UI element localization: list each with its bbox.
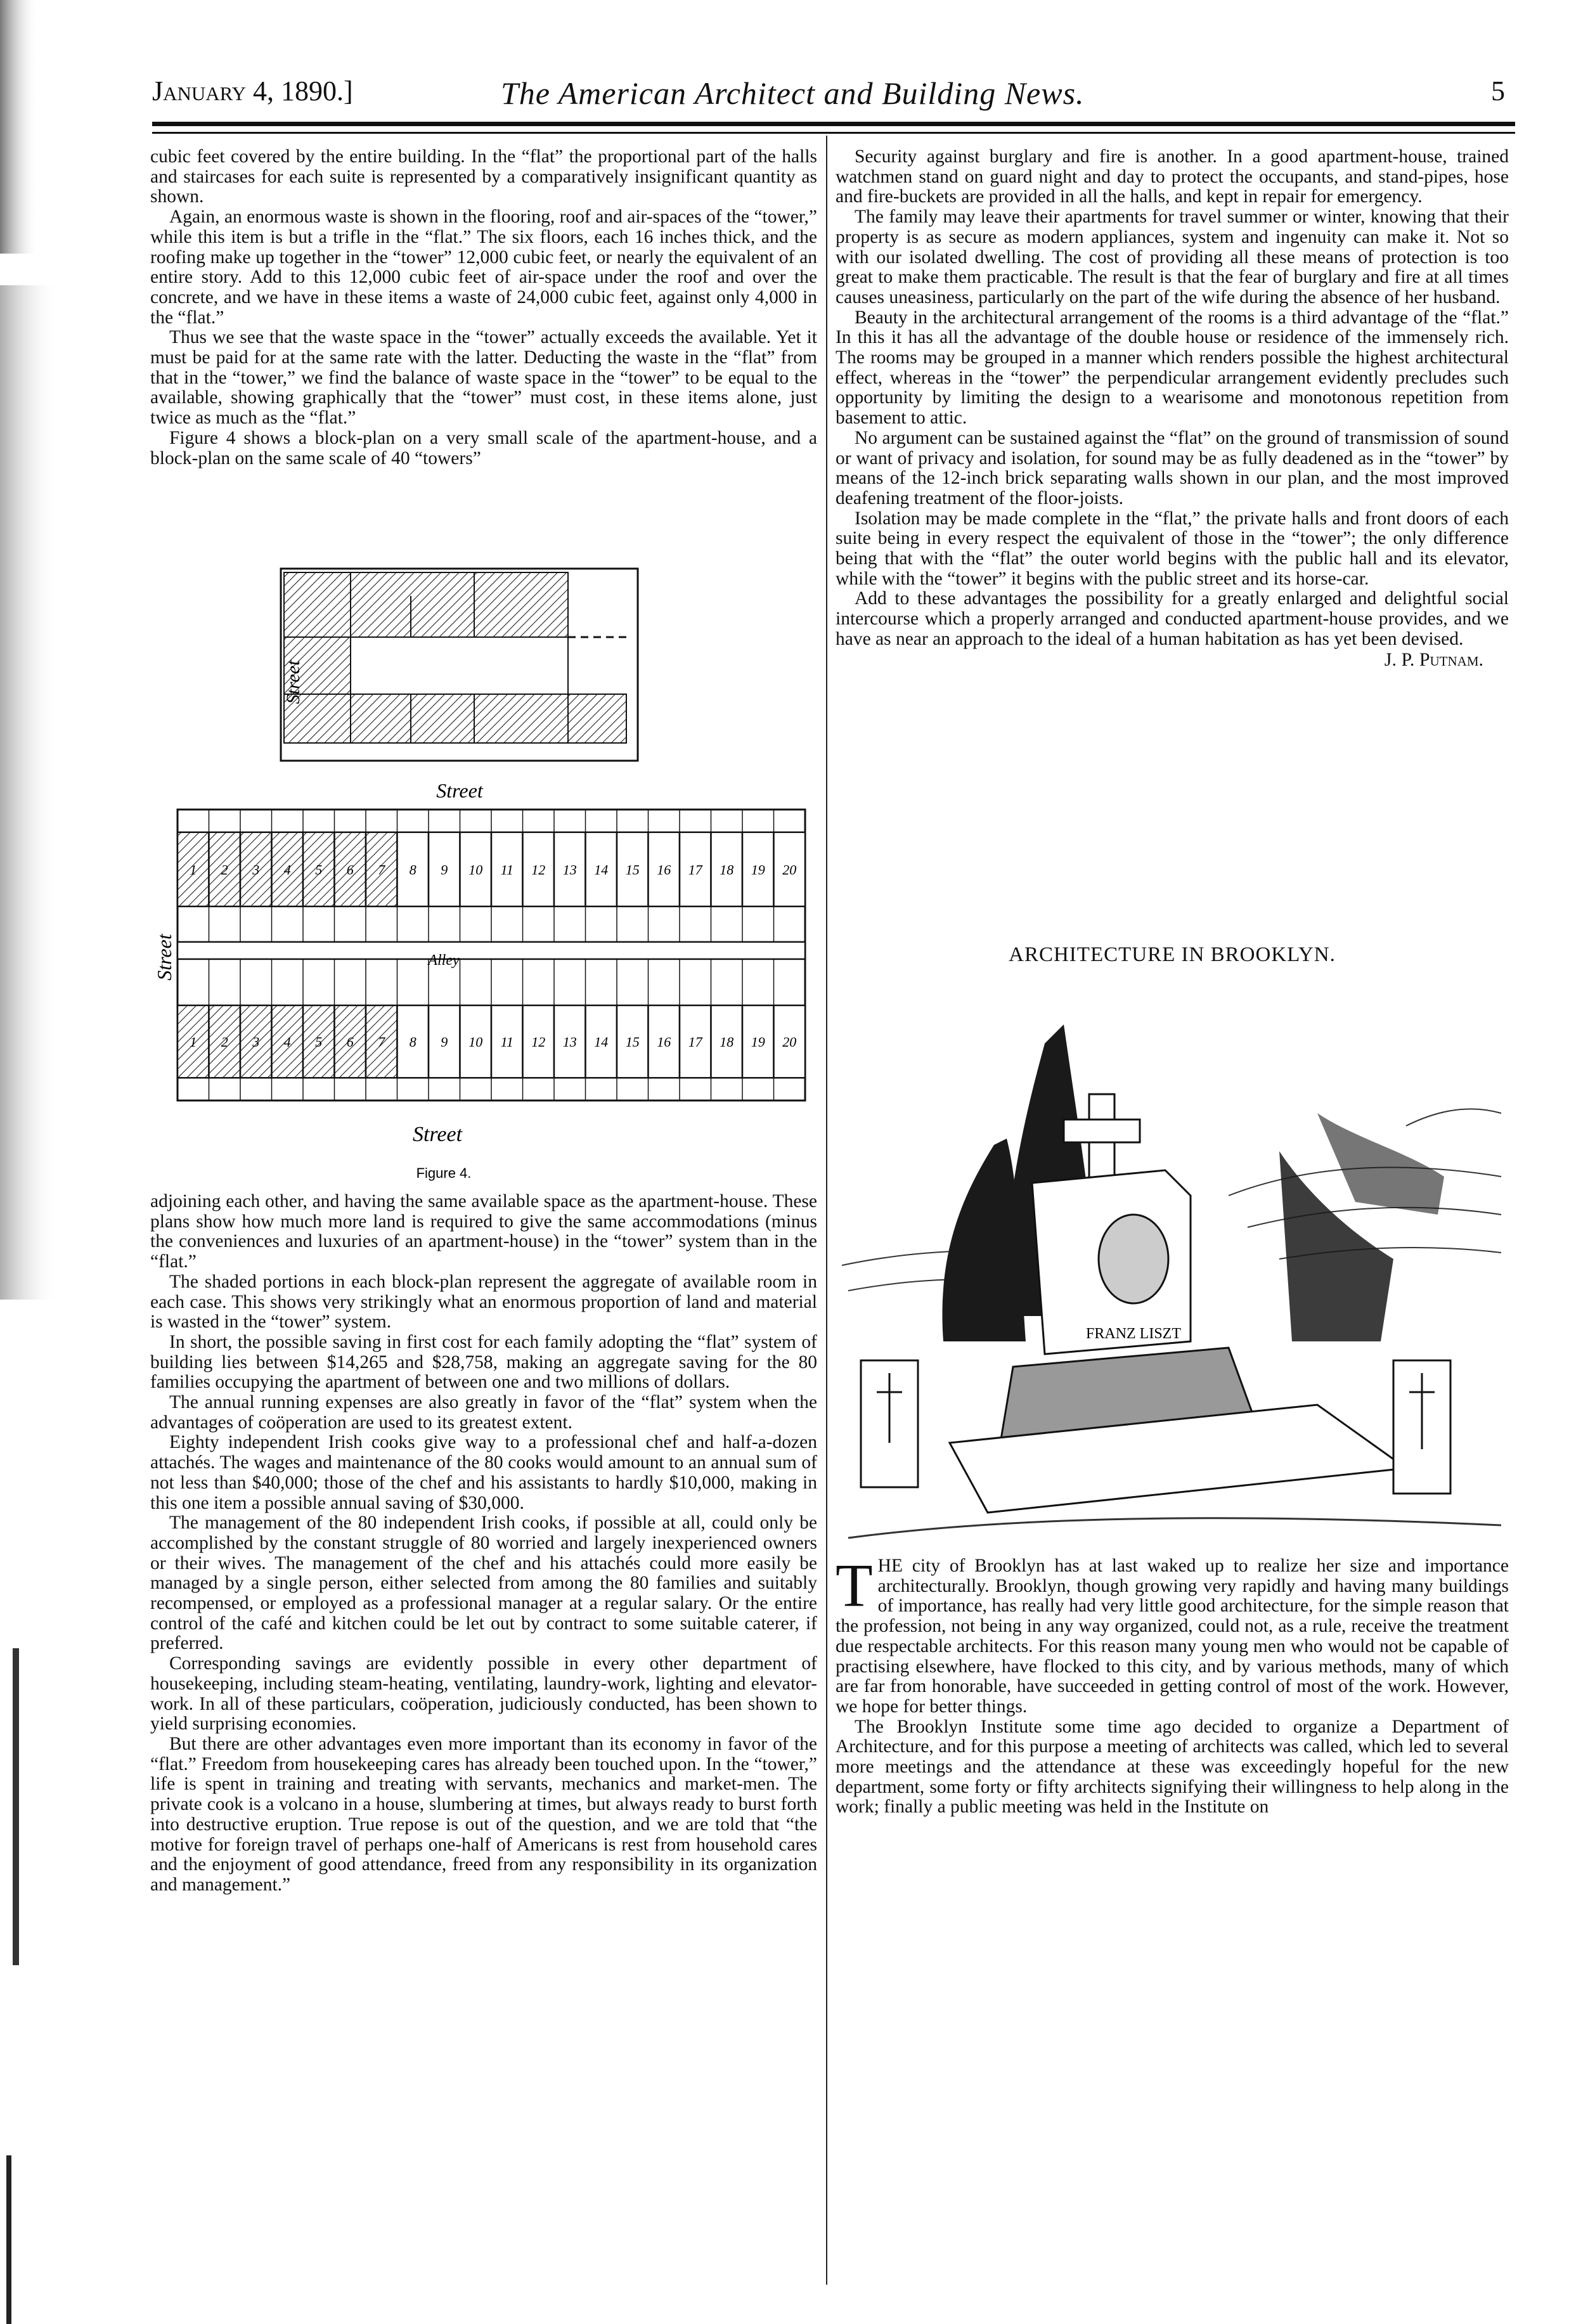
lot-number: 4 <box>283 862 291 878</box>
publication-title: The American Architect and Building News. <box>501 75 1085 111</box>
figure-4-block-plans <box>150 558 817 1192</box>
lot-number: 17 <box>688 862 702 878</box>
paragraph: adjoining each other, and having the same available space as the apartment-house. These plans show how much more land is required to give the same accommodations (minus the conveniences and luxuries of an apartment-house) in the “tower” system than in the “flat.” <box>150 1191 817 1272</box>
lot-number: 3 <box>252 1034 260 1050</box>
lot-number: 20 <box>782 862 797 878</box>
paragraph: In short, the possible saving in first cost for each family adopting the “flat” system of building lies between $14,265 and $28,758, making an aggregate saving for the 80 families occupying the apartment of between one and two millions of dollars. <box>150 1331 817 1393</box>
paragraph: Eighty independent Irish cooks give way to a professional chef and half-a-dozen attachés. The wages and maintenance of the 80 cooks would amount to an annual sum of not less than $40,000; those of the chef and his assistants to hardly $10,000, making in this one item a possible annual saving of $30,000. <box>150 1432 817 1513</box>
street-label-left-top: Street <box>283 660 304 704</box>
paragraph: The annual running expenses are also greatly in favor of the “flat” system when the advantages of coöperation are used to its greatest extent. <box>150 1392 817 1433</box>
lot-number: 12 <box>531 1034 546 1050</box>
lot-number: 13 <box>562 862 577 878</box>
lot-number: 18 <box>720 1034 734 1050</box>
section-heading: ARCHITECTURE IN BROOKLYN. <box>1009 943 1336 966</box>
lot-number: 9 <box>441 1034 448 1050</box>
lot-number: 14 <box>594 862 609 878</box>
lot-number: 3 <box>252 862 260 878</box>
paragraph: Figure 4 shows a block-plan on a very small scale of the apartment-house, and a block-plan on the same scale of 40 “towers” <box>150 427 817 468</box>
lot-number: 19 <box>751 1034 765 1050</box>
monument-inscription: FRANZ LISZT <box>1086 1326 1181 1342</box>
lot-number: 2 <box>221 862 228 878</box>
paragraph: Security against burglary and fire is another. In a good apartment-house, trained watchmen stand on guard night and day to protect the occupants, and stand-pipes, hose and fire-buckets are provided in all the halls, and kept in repair for emergency. <box>836 146 1509 207</box>
lot-number: 16 <box>657 1034 671 1050</box>
paragraph: The family may leave their apartments for travel summer or winter, knowing that their property is as secure as modern appliances, system and ingenuity can make it. Not so with our isolated dwelling. The cost of providing all these means of protection is too great to make them practicable. The result is that the fear of burglary and fire at all times causes uneasiness, particularly on the part of the wife during the absence of her husband. <box>836 207 1509 307</box>
paragraph: Corresponding savings are evidently possible in every other department of housekeeping, including steam-heating, ventilating, laundry-work, lighting and elevator-work. In all of these particulars, coöperation, judiciously conducted, has been shown to yield surprising economies. <box>150 1653 817 1734</box>
lot-number: 2 <box>221 1034 228 1050</box>
lot-number: 15 <box>625 862 640 878</box>
lot-number: 7 <box>378 862 385 878</box>
paragraph: The Brooklyn Institute some time ago decided to organize a Department of Architecture, and for this purpose a meeting of architects was called, which led to several more meetings and the attendance at these was exceedingly hopeful for the new department, some forty or fifty architects signifying their willingness to help along in the work; finally a public meeting was held in the Institute on <box>836 1716 1509 1817</box>
towers-block-plan <box>178 810 805 1101</box>
paragraph: THE city of Brooklyn has at last waked up to realize her size and importance architecturally. Brooklyn, though growing very rapidly and having many buildings of importance, has really had very little good architecture, for the simple reason that the profession, not being in any way organized, could not, as a rule, receive the treatment due respectable architects. For this reason many young men who would not be capable of practising elsewhere, have flocked to this city, and by various methods, many of which are far from honorable, have succeeded in getting control of most of the work. However, we hope for better things. <box>836 1551 1509 1717</box>
paragraph: The management of the 80 independent Irish cooks, if possible at all, could only be accomplished by the constant struggle of 80 worried and largely inexperienced owners or their wives. The management of the chef and his attachés could more easily be managed by a single person, either selected from among the 80 families and suitably recompensed, or employed as a professional manager at a regular salary. Or the entire control of the café and kitchen could be let out by contract to some suitable caterer, if preferred. <box>150 1513 817 1654</box>
author-signature: J. P. Putnam. <box>1384 649 1483 670</box>
street-label-bottom: Street <box>412 1123 463 1146</box>
paragraph: Add to these advantages the possibility for a greatly enlarged and delightful social intercourse which a properly arranged and conducted apartment-house provides, and we have as near an approach to the ideal of a human habitation as has yet been devised. <box>836 588 1509 649</box>
paragraph: Again, an enormous waste is shown in the flooring, roof and air-spaces of the “tower,” while this item is but a trifle in the “flat.” The six floors, each 16 inches thick, and the roofing make up together in the “tower” 12,000 cubic feet, or nearly the equivalent of an entire story. Add to this 12,000 cubic feet of air-space under the roof and over the concrete, and we have in these items a waste of 24,000 cubic feet, against only 4,000 in the “flat.” <box>150 207 817 328</box>
header-rule-thin <box>152 132 1515 134</box>
paragraph: Isolation may be made complete in the “flat,” the private halls and front doors of each suite being in every respect the equivalent of those in the “tower”; the only difference being that with the “flat” the outer world begins with the public hall and its elevator, while with the “tower” it begins with the public street and its horse-car. <box>836 508 1509 589</box>
lot-number: 19 <box>751 862 765 878</box>
lot-number: 11 <box>500 862 513 878</box>
alley <box>178 942 805 959</box>
figure-caption: Figure 4. <box>416 1165 472 1181</box>
lot-number: 1 <box>190 1034 197 1050</box>
lot-number: 12 <box>531 862 546 878</box>
page-number: 5 <box>1491 75 1505 107</box>
lot-number: 11 <box>500 1034 513 1050</box>
lot-number: 10 <box>468 862 483 878</box>
column-divider <box>826 136 827 2285</box>
left-column-bottom-text <box>150 1192 817 1895</box>
lot-number: 20 <box>782 1034 797 1050</box>
lot-number: 8 <box>409 862 417 878</box>
right-column-bottom-text <box>836 1551 1509 1817</box>
lot-number: 7 <box>378 1034 385 1050</box>
lot-number: 5 <box>315 1034 323 1050</box>
paragraph: But there are other advantages even more important than its economy in favor of the “flat.” Freedom from housekeeping cares has already been touched upon. In the “tower,” life is spent in training and treating with servants, mechanics and market-men. The private cook is a volcano in a house, slumbering at times, but always ready to burst forth into destructive eruption. True repose is out of the question, and we are told that “the motive for foreign travel of perhaps one-half of Americans is rest from household cares and the enjoyment of good attendance, freed from any responsibility in its organization and management.” <box>150 1733 817 1895</box>
right-column-top-text <box>836 147 1509 669</box>
scan-margin-artifact <box>0 0 89 2324</box>
lot-number: 18 <box>720 862 734 878</box>
lot-number: 6 <box>346 862 354 878</box>
lot-number: 10 <box>468 1034 483 1050</box>
paragraph: No argument can be sustained against the “flat” on the ground of transmission of sound or want of privacy and isolation, for sound may be as fully deadened as in the “tower” by means of the 12-inch brick separating walls shown in our plan, and the most improved deafening treatment of the floor-joists. <box>836 427 1509 508</box>
lot-number: 13 <box>562 1034 577 1050</box>
lot-number: 16 <box>657 862 671 878</box>
liszt-monument-illustration <box>836 986 1509 1554</box>
lot-number: 6 <box>346 1034 354 1050</box>
street-label-top: Street <box>436 779 483 802</box>
paragraph: Beauty in the architectural arrangement of the rooms is a third advantage of the “flat.” In this it has all the advantage of the double house or residence of the immensely rich. The rooms may be grouped in a manner which renders possible the highest architectural effect, whereas in the “tower” the perpendicular arrangement evidently precludes such opportunity by limiting the design to a wearisome and monotonous repetition from basement to attic. <box>836 307 1509 429</box>
cypress-trees <box>942 1024 1444 1341</box>
issue-date: January 4, 1890.] <box>152 75 353 107</box>
lot-number: 14 <box>594 1034 609 1050</box>
alley-label: Alley <box>428 952 460 969</box>
left-column-top-text <box>150 147 817 468</box>
paragraph: cubic feet covered by the entire building. In the “flat” the proportional part of the halls and staircases for each suite is represented by a comparatively insignificant quantity as shown. <box>150 146 817 207</box>
lot-number: 5 <box>315 862 323 878</box>
header-rule-thick <box>152 122 1515 126</box>
paragraph: The shaded portions in each block-plan represent the aggregate of available room in each case. This shows very strikingly what an enormous proportion of land and material is wasted in the “tower” system. <box>150 1271 817 1333</box>
lot-number: 4 <box>283 1034 291 1050</box>
paragraph: Thus we see that the waste space in the “tower” actually exceeds the available. Yet it must be paid for at the same rate with the latter. Deducting the waste in the “flat” from that in the “tower,” we find the balance of waste space in the “tower” to be equal to the available, showing graphically that the “tower” must cost, in these items alone, just twice as much as the “flat.” <box>150 327 817 429</box>
lot-number: 15 <box>625 1034 640 1050</box>
apartment-house-block-plan <box>281 569 638 761</box>
lot-number: 8 <box>409 1034 417 1050</box>
lot-number: 1 <box>190 862 197 878</box>
lot-number: 9 <box>441 862 448 878</box>
street-label-left-bottom: Street <box>153 934 176 981</box>
lot-number: 17 <box>688 1034 702 1050</box>
